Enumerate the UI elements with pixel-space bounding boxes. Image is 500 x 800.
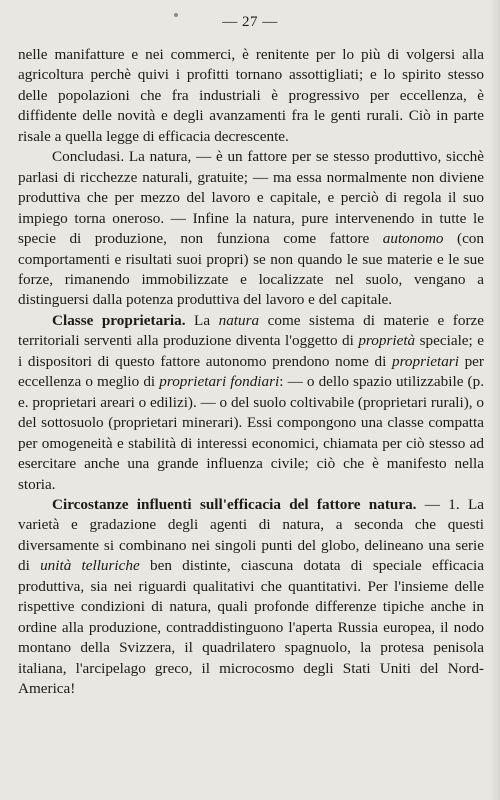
paragraph-text: ben distinte, ciascuna dotata di speciale efficacia produttiva, sia nei riguardi qualitativi che quantitativi. Per l'insieme delle rispettive condizioni di natura, quali profonde differenze tipiche anche in ordine alla produzione, contraddistinguono l'aperta Russia europea, il nodo montano della Svizzera, il quadrilatero spagnuolo, la protesa penisola italiana, l'arcipelago greco, il microcosmo degli Stati Uniti del Nord-America! <box>18 557 484 698</box>
section-heading: Classe proprietaria. <box>52 311 186 329</box>
paragraph-text: nelle manifatture e nei commerci, è renitente per lo più di volgersi alla agricoltura perchè quivi i profitti tornano assottigliati; e lo spirito stesso delle popolazioni che fra industriali è progressivo per eccellenza, è diffidente delle novità e degli avanzamenti fra le genti rurali. Ciò in parte risale a quella legge di efficacia decrescente. <box>18 46 484 145</box>
paragraph-concludasi <box>18 147 484 311</box>
paragraph-text: La <box>185 311 219 329</box>
page-number: — 27 — <box>222 14 278 30</box>
paragraph-continuation <box>18 45 484 147</box>
paragraph-circostanze <box>18 495 484 700</box>
italic-term: proprietari <box>391 352 459 370</box>
italic-term: autonomo <box>382 230 444 248</box>
section-heading: Circostanze influenti sull'efficacia del fattore natura. <box>52 495 417 513</box>
paragraph-classe-proprietaria <box>18 311 484 495</box>
paragraph-text: Concludasi. La natura, — è un fattore per se stesso produttivo, sicchè parlasi di ricchezze naturali, gratuite; — ma essa normalmente non diviene produttiva che per mezzo del lavoro e capitale, e perciò di regola il suo impiego torna oneroso. — Infine la natura, pure intervenendo in tutte le specie di produzione, non funziona come fattore <box>18 148 484 248</box>
paragraph-text: : — o dello spazio utilizzabile (p. e. proprietari areari o edilizi). — o del suolo coltivabile (proprietari rurali), o del sottosuolo (proprietari minerari). Essi compongono una classe compatta per omogeneità e stabilità di interessi economici, chiamata per ciò stesso ad esercitare anche una grande influenza civile; ciò che è manifesto nella storia. <box>18 373 484 493</box>
paragraph-text: come sistema di materie e forze territoriali serventi alla produzione diventa l'oggetto di <box>18 311 484 350</box>
page-edge-shadow <box>490 0 500 800</box>
page-body <box>18 45 484 700</box>
italic-term: unità telluriche <box>40 557 140 575</box>
paragraph-text: — 1. La varietà e gradazione degli agenti di natura, a seconda che questi diversamente si combinano nei singoli punti del globo, delineano una serie di <box>18 495 484 575</box>
paragraph-text: per eccellenza o meglio di <box>18 352 484 391</box>
paragraph-text: (con comportamenti e risultati suoi propri) se non quando le sue materie e le sue forze, rimanendo immobilizzate e localizzate nel suolo, vengano a distinguersi dalla potenza produttiva del lavoro e del capitale. <box>18 230 484 309</box>
italic-term: proprietari fondiari <box>159 373 280 391</box>
italic-term: natura <box>218 311 260 329</box>
italic-term: proprietà <box>358 332 416 350</box>
paragraph-text: speciale; e i dispositori di questo fattore autonomo prendono nome di <box>18 332 484 370</box>
